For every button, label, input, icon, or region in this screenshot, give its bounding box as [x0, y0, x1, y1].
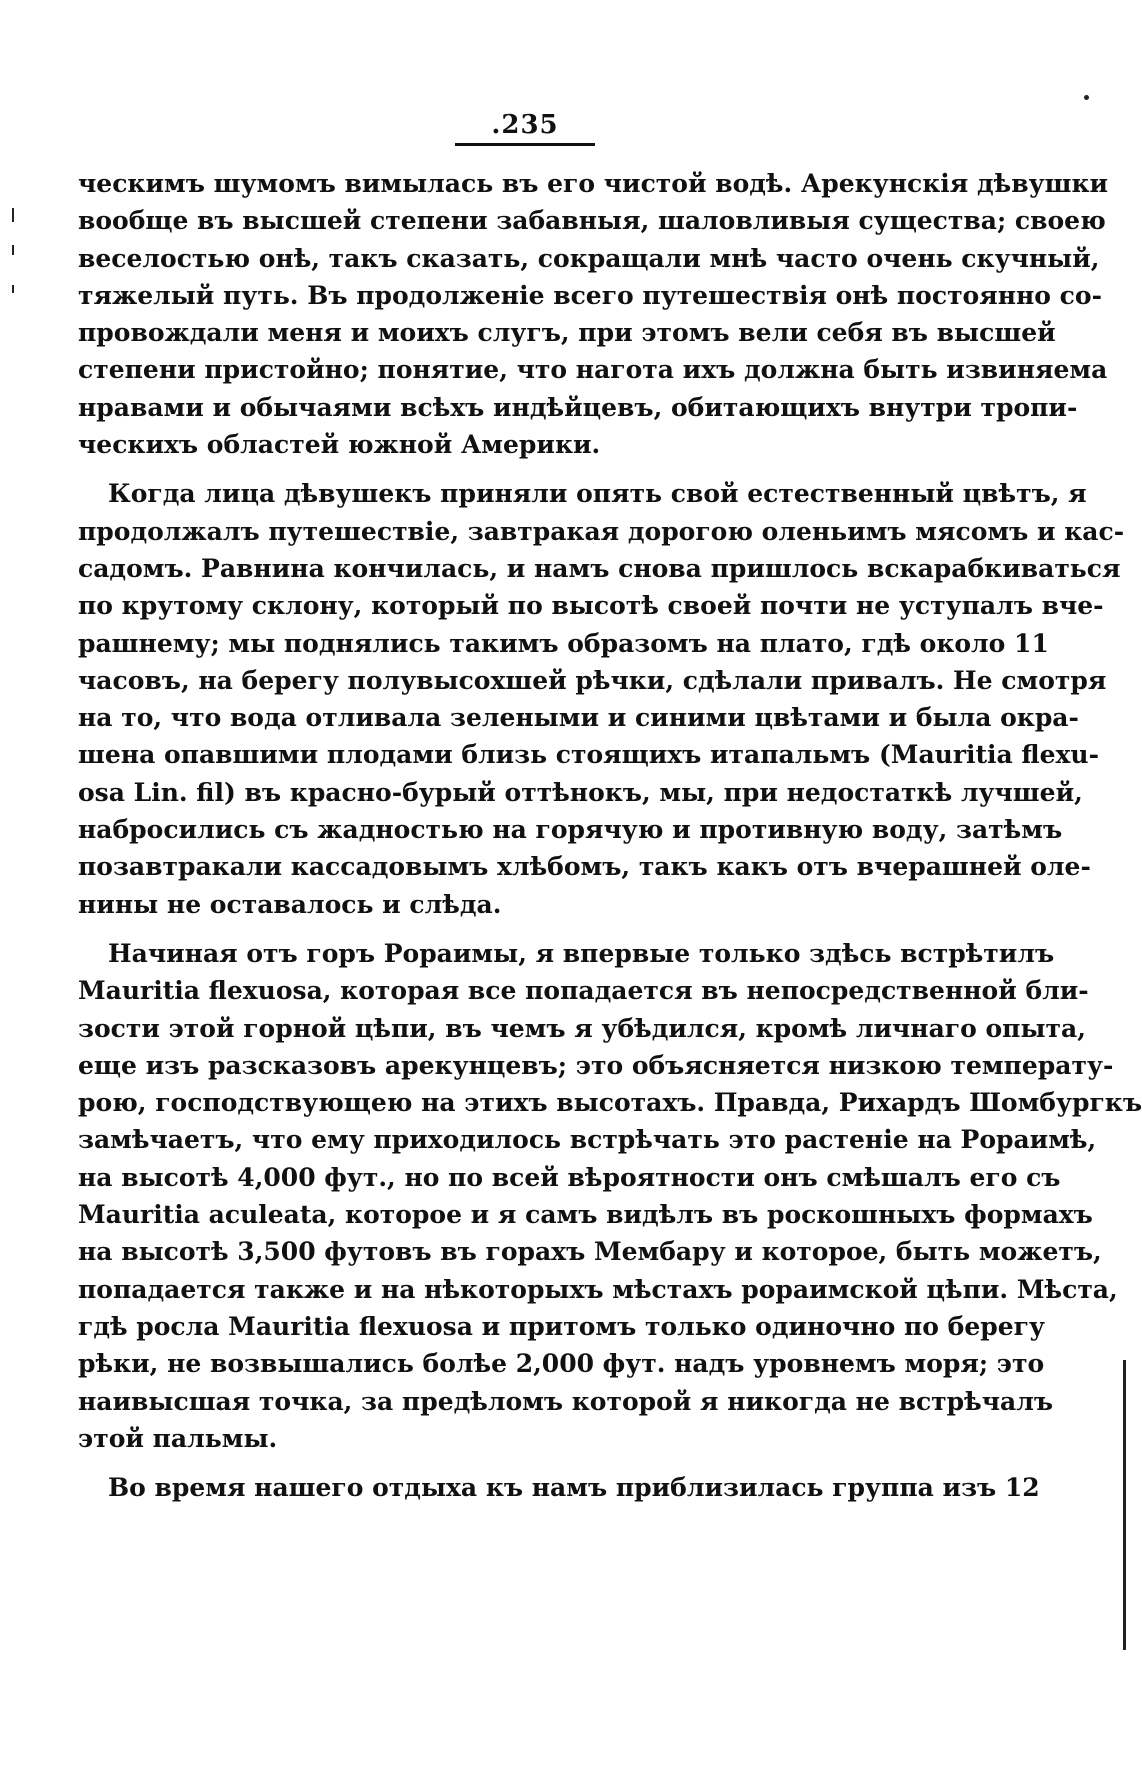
text-line: по крутому склону, который по высотѣ своей почти не уступалъ вче- — [78, 591, 1104, 621]
paragraph — [78, 475, 1087, 512]
scan-mark-left — [12, 285, 14, 293]
text-line: веселостью онѣ, такъ сказать, сокращали мнѣ часто очень скучный, — [78, 243, 1100, 273]
text-line: продолжалъ путешествіе, завтракая дорогою оленьимъ мясомъ и кас- — [78, 516, 1125, 546]
text-line: ческихъ областей южной Америки. — [78, 430, 601, 460]
text-line: на высотѣ 4,000 фут., но по всей вѣроятности онъ смѣшалъ его съ — [78, 1162, 1061, 1192]
text-line: зости этой горной цѣпи, въ чемъ я убѣдился, кромѣ личнаго опыта, — [78, 1013, 1086, 1043]
paragraph-continued — [78, 972, 1142, 1457]
text-line: рѣки, не возвышались болѣе 2,000 фут. надъ уровнемъ моря; это — [78, 1349, 1045, 1379]
text-line: нравами и обычаями всѣхъ индѣйцевъ, обитающихъ внутри тропи- — [78, 392, 1078, 422]
scan-mark-left — [12, 208, 14, 222]
text-line: шена опавшими плодами близь стоящихъ итапальмъ (Mauritia flexu- — [78, 740, 1099, 770]
text-line: еще изъ разсказовъ арекунцевъ; это объясняется низкою температу- — [78, 1050, 1114, 1080]
text-line: попадается также и на нѣкоторыхъ мѣстахъ рораимской цѣпи. Мѣста, — [78, 1274, 1118, 1304]
text-line: провождали меня и моихъ слугъ, при этомъ вели себя въ высшей — [78, 318, 1056, 348]
scan-mark-right — [1084, 95, 1089, 100]
text-line: нины не оставалось и слѣда. — [78, 889, 502, 919]
text-line: позавтракали кассадовымъ хлѣбомъ, такъ какъ отъ вчерашней оле- — [78, 852, 1091, 882]
text-line: наивысшая точка, за предѣломъ которой я никогда не встрѣчалъ — [78, 1386, 1054, 1416]
text-line: этой пальмы. — [78, 1423, 278, 1453]
text-line: замѣчаетъ, что ему приходилось встрѣчать это растеніе на Рораимѣ, — [78, 1125, 1097, 1155]
text-line: рою, господствующею на этихъ высотахъ. Правда, Рихардъ Шомбургкъ — [78, 1088, 1142, 1118]
text-line: на высотѣ 3,500 футовъ въ горахъ Мембару и которое, быть можетъ, — [78, 1237, 1102, 1267]
paragraph-continued — [78, 513, 1125, 923]
text-line: вообще въ высшей степени забавныя, шаловливыя существа; своею — [78, 206, 1106, 236]
header-rule — [455, 143, 595, 146]
text-line: часовъ, на берегу полувысохшей рѣчки, сдѣлали привалъ. Не смотря — [78, 665, 1107, 695]
text-line: ческимъ шумомъ вимылась въ его чистой водѣ. Арекунскія дѣвушки — [78, 169, 1109, 198]
text-line: гдѣ росла Mauritia flexuosa и притомъ только одиночно по берегу — [78, 1311, 1045, 1341]
text-line: Mauritia aculeata, которое и я самъ видѣлъ въ роскошныхъ формахъ — [78, 1200, 1093, 1230]
text-line: набросились съ жадностью на горячую и противную воду, затѣмъ — [78, 815, 1063, 845]
page-number: .235 — [491, 110, 559, 140]
body-text — [78, 165, 1142, 1506]
text-line: Во время нашего отдыха къ намъ приблизилась группа изъ 12 — [108, 1473, 1040, 1503]
text-line: рашнему; мы поднялись такимъ образомъ на плато, гдѣ около 11 — [78, 628, 1049, 658]
paragraph-gap — [78, 923, 958, 935]
text-line: Когда лица дѣвушекъ приняли опять свой естественный цвѣтъ, я — [108, 479, 1087, 509]
text-line: Начиная отъ горъ Рораимы, я впервые только здѣсь встрѣтилъ — [108, 938, 1055, 968]
scan-mark-right — [1123, 1360, 1126, 1650]
scan-mark-left — [12, 245, 14, 255]
text-line: тяжелый путь. Въ продолженіе всего путешествія онѣ постоянно со- — [78, 280, 1102, 310]
text-line: садомъ. Равнина кончилась, и намъ снова пришлось вскарабкиваться — [78, 553, 1121, 583]
text-line: на то, что вода отливала зелеными и синими цвѣтами и была окра- — [78, 703, 1079, 733]
text-line: степени пристойно; понятие, что нагота ихъ должна быть извиняема — [78, 355, 1108, 385]
paragraph-gap — [78, 463, 958, 475]
paragraph-gap — [78, 1457, 958, 1469]
paragraph — [78, 165, 1109, 463]
text-line: Mauritia flexuosa, которая все попадается въ непосредственной бли- — [78, 976, 1089, 1006]
paragraph — [78, 935, 1055, 972]
text-line: osa Lin. fil) въ красно-бурый оттѣнокъ, мы, при недостаткѣ лучшей, — [78, 777, 1083, 807]
paragraph — [78, 1469, 1040, 1506]
